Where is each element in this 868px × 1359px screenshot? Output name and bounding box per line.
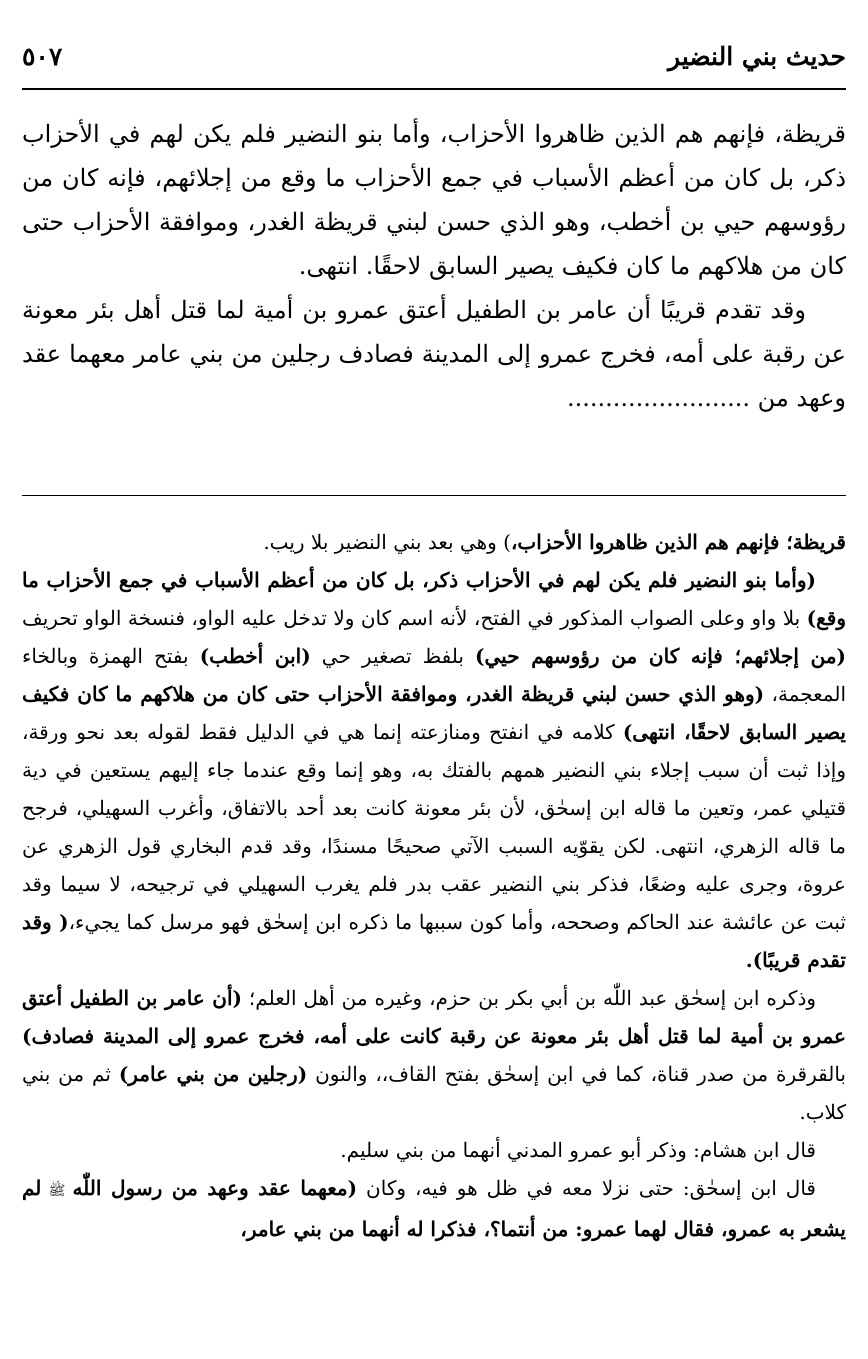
- commentary-paragraph: [22, 561, 846, 979]
- commentary-segment: لم يشعر به عمرو، فقال لهما عمرو: من أنتما؟، فذكرا له أنهما من بني عامر،: [22, 1176, 846, 1241]
- page-header: [22, 42, 846, 82]
- header-rule: [22, 88, 846, 90]
- commentary-segment: بلا واو وعلى الصواب المذكور في الفتح، لأنه اسم كان ولا تدخل عليه الواو، فنسخة الواو تحريف: [22, 606, 807, 630]
- commentary-paragraph: قال ابن هشام: وذكر أبو عمرو المدني أنهما من بني سليم.: [340, 1138, 816, 1162]
- commentary-segment: قال ابن إسحٰق: حتى نزلا معه في ظل هو فيه، وكان: [357, 1176, 816, 1200]
- commentary-segment: (معهما عقد وعهد من رسول اللّٰه: [72, 1176, 358, 1200]
- commentary-paragraph: [22, 979, 846, 1131]
- commentary-paragraph: [22, 523, 846, 561]
- main-text: [22, 112, 846, 420]
- commentary-segment: (رجلين من بني عامر): [118, 1062, 308, 1086]
- commentary-segment: بلفظ تصغير حي: [310, 644, 476, 668]
- commentary-segment: كلامه في انفتح ومنازعته إنما هي في الدليل فقط لقوله بعد نحو ورقة، وإذا ثبت أن سبب إجلاء بني النضير همهم بالفتك به، وهو إنما وقع عندما جاء إليهم يستعين في دية قتيلي عمر، وتعين ما قاله ابن إسحٰق، لأن بئر معونة كانت بعد أحد بالاتفاق، وأغرب السهيلي، فرجح ما قاله الزهري، انتهى. لكن يقوّيه السبب الآتي صحيحًا مسندًا، وقد قدم البخاري قول الزهري عن عروة، وجرى عليه وضعًا، فذكر بني النضير عقب بدر فلم يغرب السهيلي في ترجيحه، لا سيما وقد ثبت عن عائشة عند الحاكم وصححه، وأما كون سببها ما ذكره ابن إسحٰق فهو مرسل كما يجيء،: [22, 720, 846, 934]
- commentary-segment: (وأما بنو النضير فلم يكن لهم في الأحزاب ذكر، بل كان من أعظم الأسباب في جمع الأحزاب ما وقع): [22, 568, 846, 630]
- main-paragraph: قريظة، فإنهم هم الذين ظاهروا الأحزاب، وأما بنو النضير فلم يكن لهم في الأحزاب ذكر، بل كان من أعظم الأسباب في جمع الأحزاب ما وقع من إجلائهم، فإنه كان من رؤوسهم حيي بن أخطب، وهو الذي حسن لبني قريظة الغدر، وموافقة الأحزاب حتى كان من هلاكهم ما كان فكيف يصير السابق لاحقًا. انتهى.: [22, 120, 847, 280]
- commentary-segment: ثم من بني كلاب.: [22, 1062, 846, 1124]
- page-number: ٥٠٧: [22, 42, 63, 71]
- commentary-segment: وذكره ابن إسحٰق عبد اللّٰه بن أبي بكر بن حزم، وغيره من أهل العلم؛: [241, 986, 817, 1010]
- commentary: [22, 523, 846, 1248]
- commentary-segment: بفتح الهمزة وبالخاء المعجمة،: [22, 644, 847, 706]
- commentary-segment: (من إجلائهم؛ فإنه كان من رؤوسهم حيي): [475, 644, 846, 668]
- main-paragraph: وقد تقدم قريبًا أن عامر بن الطفيل أعتق عمرو بن أمية لما قتل أهل بئر معونة عن رقبة على أمه، فخرج عمرو إلى المدينة فصادف رجلين من بني عامر معهما عقد وعهد من ........................: [22, 296, 846, 412]
- commentary-segment: (ابن أخطب): [199, 644, 311, 668]
- commentary-segment: قريظة؛ فإنهم هم الذين ظاهروا الأحزاب،: [510, 530, 846, 554]
- commentary-segment: ( وقد تقدم قريبًا).: [22, 910, 846, 972]
- commentary-paragraph: [22, 1169, 846, 1248]
- salawat-symbol: ﷺ: [41, 1183, 73, 1199]
- footnote-separator: [22, 495, 846, 496]
- commentary-segment: بالقرقرة من صدر قناة، كما في ابن إسحٰق بفتح القاف،، والنون: [307, 1062, 846, 1086]
- commentary-segment: ) وهي بعد بني النضير بلا ريب.: [263, 530, 511, 554]
- running-title: حديث بني النضير: [668, 42, 846, 71]
- commentary-segment: (وهو الذي حسن لبني قريظة الغدر، وموافقة الأحزاب حتى كان من هلاكهم ما كان فكيف يصير السابق لاحقًا، انتهى): [22, 682, 846, 744]
- commentary-segment: (أن عامر بن الطفيل أعتق عمرو بن أمية لما قتل أهل بئر معونة عن رقبة كانت على أمه، فخرج عمرو إلى المدينة فصادف): [22, 986, 846, 1048]
